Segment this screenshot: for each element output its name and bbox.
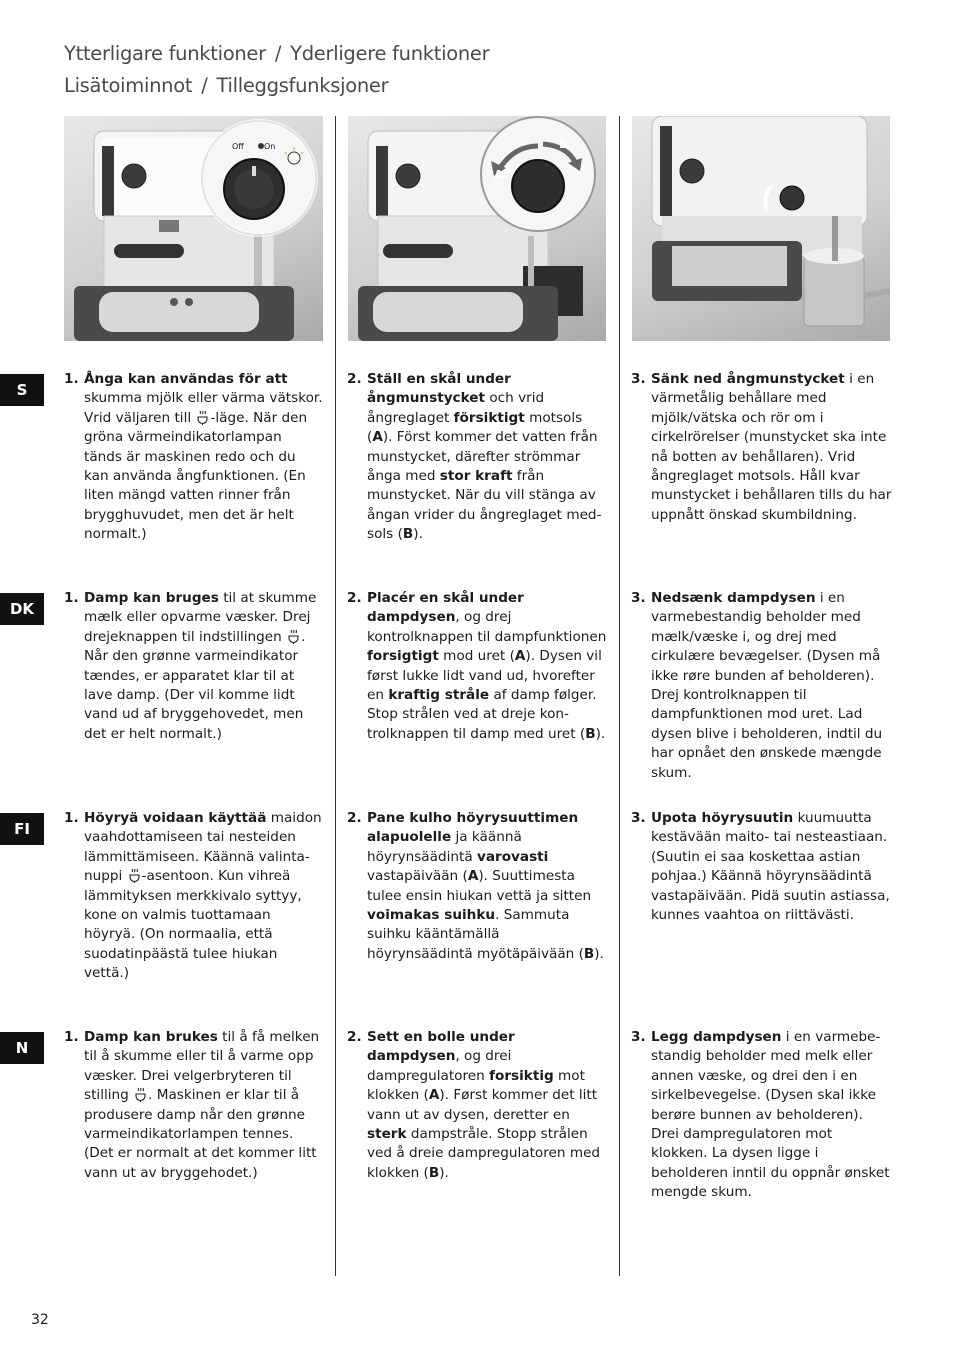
step-text-run: ). Først kommer det litt vann ut av dysen, deretter en (367, 1087, 598, 1123)
step-text-run: , og drej kontrolknappen til dampfunktionen (367, 609, 607, 645)
step-text-run: ja käännä höyrynsäädintä (367, 829, 522, 865)
arrow-b-label: B (559, 137, 569, 151)
step-text-bold: B (428, 1164, 440, 1181)
step-n-1 (64, 1028, 324, 1183)
step-number: 2. (347, 590, 362, 606)
step-number: 1. (64, 1029, 79, 1045)
step-sv-1 (64, 370, 324, 545)
step-text-bold: voimakas suihku (367, 907, 496, 924)
steam-knob-icon (780, 186, 804, 210)
step-text (367, 1028, 609, 1183)
step-text-run: ). Suuttimesta tulee ensin hiukan vettä ja sitten (367, 868, 592, 904)
step-text (84, 1028, 324, 1183)
step-number: 2. (347, 810, 362, 826)
step-text-run: skumma mjölk eller värma vätskor. Vrid väljaren till (84, 390, 323, 426)
step-text (651, 370, 893, 525)
step-text-run: til at skumme mælk eller opvarme væsker. Drej drejeknappen til indstillingen (84, 590, 317, 645)
step-fi-1 (64, 809, 324, 984)
page-number: 32 (31, 1312, 49, 1328)
step-text-run: mot klokken ( (367, 1067, 585, 1104)
step-text-run: ). Dysen vil først lukke lidt vand ud, hvorefter en (367, 648, 602, 704)
language-tab-danish: DK (0, 593, 44, 625)
step-text-run: ). Först kommer det vatten från munstycket, därefter strömmar ånga med (367, 429, 598, 485)
step-text-bold: Damp kan bruges (84, 590, 219, 606)
step-number: 2. (347, 1029, 362, 1045)
step-text-run: dampstråle. Stopp strålen ved å dreie dampregulatoren med klokken ( (367, 1126, 601, 1181)
step-dk-2 (347, 589, 609, 744)
step-text-run: , og drei dampregulatoren (367, 1048, 512, 1084)
step-text-run: ). (439, 1164, 449, 1181)
figure-turn-steam-knob (348, 116, 606, 341)
step-text (651, 589, 893, 783)
step-text-bold: kraftig stråle (388, 687, 490, 704)
step-text-run: maidon vaahdottamiseen tai nesteiden lämmittämiseen. Käännä valintanuppi (84, 810, 322, 885)
step-text-bold: forsiktig (489, 1067, 554, 1084)
title-swedish: Ytterligare funktioner (64, 42, 266, 65)
espresso-machine-illustration (348, 116, 606, 341)
figure-froth-milk (632, 116, 890, 341)
step-text-bold: A (467, 868, 479, 885)
step-text-bold: A (514, 648, 526, 665)
page-title-line-1 (64, 42, 924, 65)
step-n-2 (347, 1028, 609, 1183)
steam-knob-icon (512, 160, 564, 212)
step-text-run: i en värmetålig behållare med mjölk/vätska och rör om i cirkelrörelser (munstycket ska inte nå botten av behållaren). Vrid ångreglaget motsols. Håll kvar munstycket i behållaren tills du har uppnått önskad skumbildning. (651, 371, 892, 523)
step-dk-3 (631, 589, 893, 783)
step-text-bold: forsigtigt (367, 648, 439, 665)
steam-setting-icon (287, 629, 300, 644)
title-separator: / (201, 74, 208, 97)
step-text-bold: Damp kan brukes (84, 1029, 218, 1045)
step-text (367, 809, 609, 964)
column-divider (619, 116, 620, 1276)
espresso-machine-illustration (64, 116, 323, 341)
step-text-bold: Nedsænk dampdysen (651, 590, 816, 606)
column-divider (335, 116, 336, 1276)
step-text-bold: Upota höyrysuutin (651, 810, 794, 826)
title-separator: / (274, 42, 282, 65)
title-finnish: Lisätoiminnot (64, 74, 193, 97)
step-text (651, 1028, 893, 1203)
arrow-a-label: A (494, 168, 504, 182)
step-sv-3 (631, 370, 893, 525)
step-text-run: kuumuutta kestävään maito- tai nesteastiaan. (Suutin ei saa koskettaa astian pohjaa.) Käännä höyrynsäädintä vastapäivään. Pidä suutin astiassa, kunnes vaahtoa on riittävästi. (651, 810, 890, 924)
steam-setting-icon (196, 410, 209, 425)
step-text (84, 589, 324, 744)
language-tab-norwegian: N (0, 1032, 44, 1064)
step-text-bold: A (428, 1087, 440, 1104)
espresso-machine-illustration (632, 116, 890, 341)
milk-jug-icon (804, 256, 864, 326)
step-text-run: vastapäivään ( (367, 868, 468, 885)
knob-on-label: On (264, 142, 276, 151)
step-text-bold: Placér en skål under dampdysen (367, 590, 524, 626)
step-text-run: i en varmebestandig beholder med melk eller annen væske, og drei den i en sirkelbevegelse. (Dysen skal ikke berøre bunnen av beholderen). Drei dampregulatoren mot klokken. La dysen ligge i beholderen inntil du oppnår ønsket mengde skum. (651, 1029, 890, 1201)
step-number: 1. (64, 810, 79, 826)
step-text-bold: Sett en bolle under dampdysen (367, 1029, 515, 1065)
step-text-run: af damp følger. Stop strålen ved at dreje kontrolknappen til damp med uret ( (367, 687, 597, 742)
step-number: 3. (631, 1029, 646, 1045)
steam-setting-icon (134, 1087, 147, 1102)
step-text-run: i en varmebestandig beholder med mælk/væske i, og drej med cirkulære bevægelser. (Dysen må ikke røre bunden af beholderen). Drej kontrolknappen til dampfunktionen mod uret. Lad dysen blive i beholderen, indtil du har opnået den ønskede mængde skum. (651, 590, 883, 781)
step-text-run: motsols ( (367, 409, 583, 446)
step-n-3 (631, 1028, 893, 1203)
language-tab-swedish: S (0, 374, 44, 406)
figure-select-steam-mode (64, 116, 323, 341)
step-text (367, 589, 609, 744)
step-text-bold: Legg dampdysen (651, 1029, 782, 1045)
step-text-run: ). (595, 725, 606, 742)
step-text-run: -läge. När den gröna värmeindikatorlampan tänds är maskinen redo och du kan använda ångfunktionen. (En liten mängd vatten rinner från brygghuvudet, men det är helt normalt.) (84, 409, 308, 543)
step-text (367, 370, 609, 545)
step-number: 1. (64, 371, 79, 387)
step-text-run: ). (594, 945, 604, 962)
title-danish: Yderligere funktioner (290, 42, 490, 65)
step-text-run: . Sammuta suihku kääntämällä höyrynsäädintä myötäpäivään ( (367, 907, 584, 962)
title-norwegian: Tilleggsfunksjoner (216, 74, 389, 97)
step-text-bold: Ånga kan användas för att (84, 371, 288, 387)
step-text-bold: Höyryä voidaan käyttää (84, 810, 267, 826)
step-text-bold: B (402, 526, 414, 543)
step-number: 2. (347, 371, 362, 387)
knob-off-label: Off (232, 142, 244, 151)
step-text-bold: B (583, 945, 595, 962)
step-number: 1. (64, 590, 79, 606)
steam-setting-icon (128, 868, 141, 883)
step-number: 3. (631, 371, 646, 387)
step-text-bold: B (585, 725, 596, 742)
step-number: 3. (631, 590, 646, 606)
step-sv-2 (347, 370, 609, 545)
step-text-bold: varovasti (476, 848, 549, 865)
language-tab-finnish: FI (0, 813, 44, 845)
step-dk-1 (64, 589, 324, 744)
step-text-run: från munstycket. När du vill stänga av ångan vrider du ångreglaget medsols ( (367, 468, 602, 543)
step-text-bold: Sänk ned ångmunstycket (651, 371, 845, 387)
step-number: 3. (631, 810, 646, 826)
step-text-run: mod uret ( (438, 648, 515, 665)
step-text-run: -asentoon. Kun vihreä lämmityksen merkkivalo syttyy, kone on valmis tuottamaan höyryä. (On normaalia, että suodatinpäästä tulee hiukan vettä.) (84, 868, 302, 982)
step-text-run: ). (413, 526, 423, 543)
step-text-bold: försiktigt (453, 409, 525, 426)
step-text-run: til å få melken til å skumme eller til å varme opp væsker. Drei velgerbryteren til stilling (84, 1029, 320, 1104)
step-text-bold: stor kraft (439, 468, 513, 485)
step-fi-2 (347, 809, 609, 964)
step-fi-3 (631, 809, 893, 925)
step-text-run: . Maskinen er klar til å produsere damp når den grønne varmeindikatorlampen tennes. (Det er normalt at det kommer litt vann ut av bryggehodet.) (84, 1087, 317, 1181)
step-text-bold: Pane kulho höyrysuuttimen alapuolelle (367, 810, 579, 846)
step-text (84, 809, 324, 984)
step-text (84, 370, 324, 545)
page-title-line-2 (64, 74, 924, 97)
step-text-bold: sterk (367, 1126, 407, 1143)
step-text (651, 809, 893, 925)
step-text-run: och vrid ångreglaget (367, 390, 545, 426)
step-text-bold: A (372, 429, 383, 446)
step-text-bold: Ställ en skål under ångmunstycket (367, 371, 511, 407)
step-text-run: . Når den grønne varmeindikator tændes, er apparatet klar til at lave damp. (Der vil komme lidt vand ud af bryggehovedet, men det er helt normalt.) (84, 628, 306, 742)
